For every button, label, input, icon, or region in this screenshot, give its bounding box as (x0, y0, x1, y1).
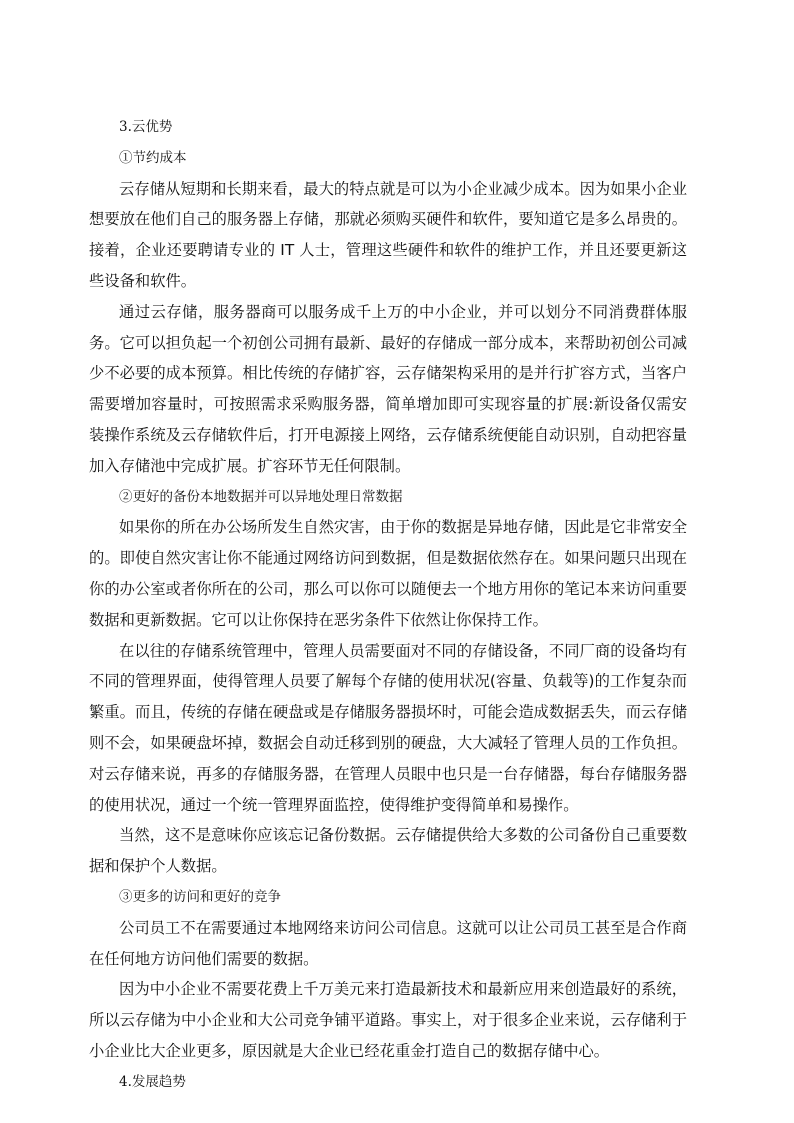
subheading-access: ③更多的访问和更好的竞争 (119, 888, 281, 905)
paragraph-backup-1: 如果你的所在办公场所发生自然灾害，由于你的数据是异地存储，因此是它非常安全的。即使自然灾害让你不能通过网络访问到数据，但是数据依然存在。如果问题只出现在你的办公室或者你所在的公司，那么可以你可以随便去一个地方用你的笔记本来访问重要数据和更新数据。它可以让你保持在恶劣条件下依然让你保持工作。 (89, 518, 687, 629)
paragraph-cost-1: 云存储从短期和长期来看，最大的特点就是可以为小企业减少成本。因为如果小企业想要放在他们自己的服务器上存储，那就必须购买硬件和软件，要知道它是多么昂贵的。接着，企业还要聘请专业的 IT 人士，管理这些硬件和软件的维护工作，并且还要更新这些设备和软件。 (89, 179, 687, 290)
paragraph-backup-3: 当然，这不是意味你应该忘记备份数据。云存储提供给大多数的公司备份自己重要数据和保护个人数据。 (89, 826, 687, 876)
section-heading-advantages: 3.云优势 (119, 119, 173, 135)
paragraph-cost-2: 通过云存储，服务器商可以服务成千上万的中小企业，并可以划分不同消费群体服务。它可以担负起一个初创公司拥有最新、最好的存储成一部分成本，来帮助初创公司减少不必要的成本预算。相比传统的存储扩容，云存储架构采用的是并行扩容方式，当客户需要增加容量时，可按照需求采购服务器，简单增加即可实现容量的扩展:新设备仅需安装操作系统及云存储软件后，打开电源接上网络，云存储系统便能自动识别，自动把容量加入存储池中完成扩展。扩容环节无任何限制。 (89, 302, 687, 475)
paragraph-access-1: 公司员工不在需要通过本地网络来访问公司信息。这就可以让公司员工甚至是合作商在任何地方访问他们需要的数据。 (89, 918, 687, 968)
section-heading-trends: 4.发展趋势 (119, 1073, 186, 1090)
paragraph-access-2: 因为中小企业不需要花费上千万美元来打造最新技术和最新应用来创造最好的系统，所以云存储为中小企业和大公司竞争铺平道路。事实上，对于很多企业来说，云存储利于小企业比大企业更多，原因就是大企业已经花重金打造自己的数据存储中心。 (89, 980, 687, 1060)
subheading-backup: ②更好的备份本地数据并可以异地处理日常数据 (119, 488, 403, 505)
document-body (89, 112, 687, 1098)
paragraph-backup-2: 在以往的存储系统管理中，管理人员需要面对不同的存储设备，不同厂商的设备均有不同的管理界面，使得管理人员要了解每个存储的使用状况(容量、负载等)的工作复杂而繁重。而且，传统的存储在硬盘或是存储服务器损坏时，可能会造成数据丢失，而云存储则不会，如果硬盘坏掉，数据会自动迁移到别的硬盘，大大减轻了管理人员的工作负担。对云存储来说，再多的存储服务器，在管理人员眼中也只是一台存储器，每台存储服务器的使用状况，通过一个统一管理界面监控，使得维护变得简单和易操作。 (89, 641, 687, 814)
subheading-cost-saving: ①节约成本 (119, 149, 187, 166)
